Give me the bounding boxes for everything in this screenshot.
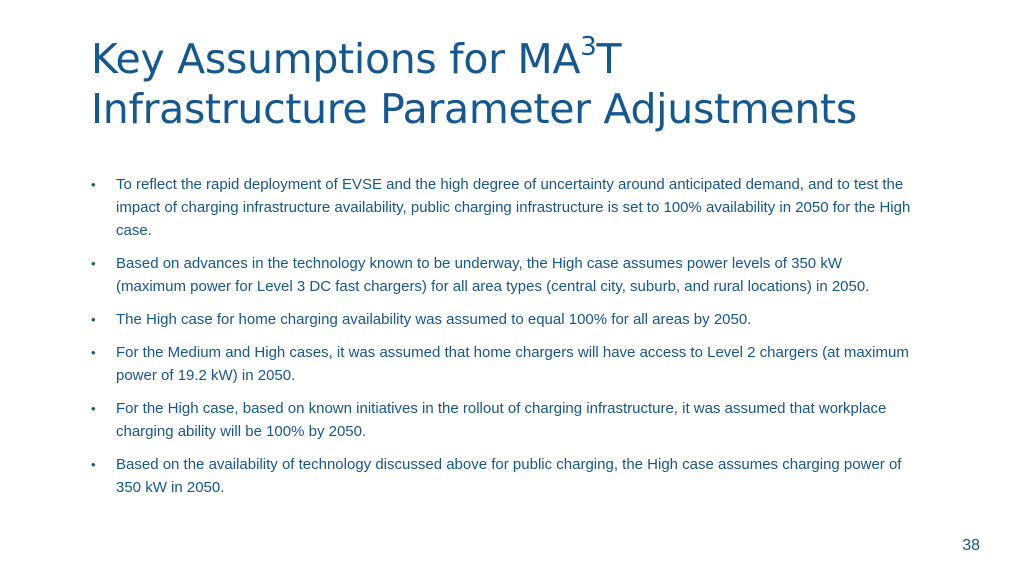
bullet-text: To reflect the rapid deployment of EVSE and the high degree of uncertainty around anticipated demand, and to test the impact of charging infrastructure availability, public charging infrastructure is set to 100% availability in 2050 for the High case. bbox=[116, 176, 911, 239]
bullet-item bbox=[91, 252, 911, 298]
title-superscript: 3 bbox=[580, 32, 597, 63]
title-suffix: T bbox=[596, 35, 622, 83]
title-line-2: Infrastructure Parameter Adjustments bbox=[91, 85, 857, 133]
bullet-item bbox=[91, 308, 911, 331]
bullet-item bbox=[91, 453, 911, 499]
slide-title bbox=[91, 34, 857, 134]
bullet-text: For the Medium and High cases, it was assumed that home chargers will have access to Level 2 chargers (at maximum power of 19.2 kW) in 2050. bbox=[116, 344, 909, 384]
bullet-item bbox=[91, 397, 911, 443]
page-number: 38 bbox=[962, 537, 980, 554]
bullet-icon: • bbox=[91, 177, 96, 192]
title-prefix: Key Assumptions for MA bbox=[91, 35, 581, 83]
title-line-1 bbox=[91, 34, 857, 84]
bullet-icon: • bbox=[91, 457, 96, 472]
bullet-item bbox=[91, 173, 911, 242]
bullet-icon: • bbox=[91, 312, 96, 327]
bullet-text: Based on advances in the technology known to be underway, the High case assumes power levels of 350 kW (maximum power for Level 3 DC fast chargers) for all area types (central city, suburb, and rural locations) in 2050. bbox=[116, 255, 870, 295]
bullet-text: For the High case, based on known initiatives in the rollout of charging infrastructure, it was assumed that workplace charging ability will be 100% by 2050. bbox=[116, 400, 887, 440]
bullet-text: Based on the availability of technology discussed above for public charging, the High case assumes charging power of 350 kW in 2050. bbox=[116, 456, 902, 496]
bullet-item bbox=[91, 341, 911, 387]
bullet-text: The High case for home charging availability was assumed to equal 100% for all areas by 2050. bbox=[116, 311, 752, 328]
bullet-icon: • bbox=[91, 345, 96, 360]
bullet-list bbox=[91, 173, 911, 509]
bullet-icon: • bbox=[91, 401, 96, 416]
bullet-icon: • bbox=[91, 256, 96, 271]
